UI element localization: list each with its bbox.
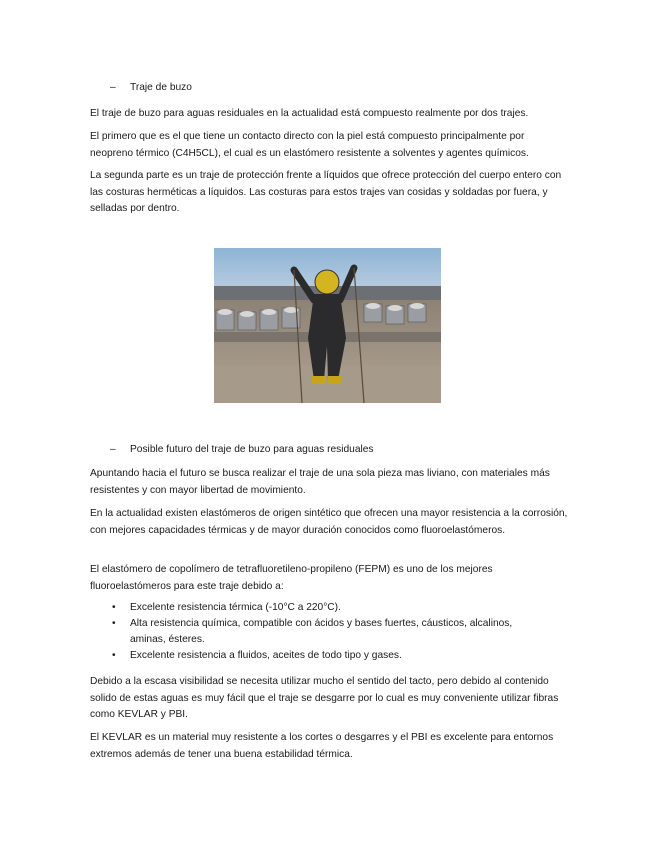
section-heading-posible-futuro [110, 442, 374, 458]
dash-marker: – [110, 82, 116, 93]
paragraph: En la actualidad existen elastómeros de origen sintético que ofrecen una mayor resistencia a la corrosión, con mejores capacidades térmicas y de mayor duración conocidos como fluoroelastómeros. [90, 508, 568, 536]
list-item-text: Alta resistencia química, compatible con ácidos y bases fuertes, cáusticos, alcalinos, aminas, ésteres. [130, 618, 513, 645]
paragraph: La segunda parte es un traje de protección frente a líquidos que ofrece protección del cuerpo entero con las costuras herméticas a líquidos. Las costuras para estos trajes van cosidas y soldadas por fuera, y selladas por dentro. [90, 170, 562, 214]
bullet-list [108, 600, 538, 664]
list-item-text: Excelente resistencia a fluidos, aceites de todo tipo y gases. [130, 650, 402, 661]
heading-text: Posible futuro del traje de buzo para aguas residuales [130, 444, 374, 455]
paragraph: El traje de buzo para aguas residuales en la actualidad está compuesto realmente por dos trajes. [90, 108, 529, 119]
paragraph: Apuntando hacia el futuro se busca realizar el traje de una sola pieza mas liviano, con materiales más resistentes y con mayor libertad de movimiento. [90, 468, 550, 496]
section-heading-traje-de-buzo [110, 80, 192, 96]
heading-text: Traje de buzo [130, 82, 192, 93]
paragraph: El KEVLAR es un material muy resistente a los cortes o desgarres y el PBI es excelente para entornos extremos además de tener una buena estabilidad térmica. [90, 732, 554, 760]
list-item [108, 616, 538, 648]
dash-marker: – [110, 444, 116, 455]
paragraph: El elastómero de copolímero de tetrafluoretileno-propileno (FEPM) es uno de los mejores fluoroelastómeros para este traje debido a: [90, 564, 493, 592]
list-item [108, 600, 538, 616]
diver-photo [214, 248, 441, 403]
bullet-icon: • [112, 618, 116, 629]
paragraph: Debido a la escasa visibilidad se necesita utilizar mucho el sentido del tacto, pero debido al contenido solido de estas aguas es muy fácil que el traje se desgarre por lo cual es muy conveniente utilizar fibras como KEVLAR y PBI. [90, 676, 559, 720]
list-item [108, 648, 538, 664]
paragraph: El primero que es el que tiene un contacto directo con la piel está compuesto principalmente por neopreno térmico (C4H5CL), el cual es un elastómero resistente a solventes y agentes químicos. [90, 131, 529, 159]
list-item-text: Excelente resistencia térmica (-10°C a 220°C). [130, 602, 341, 613]
bullet-icon: • [112, 602, 116, 613]
bullet-icon: • [112, 650, 116, 661]
